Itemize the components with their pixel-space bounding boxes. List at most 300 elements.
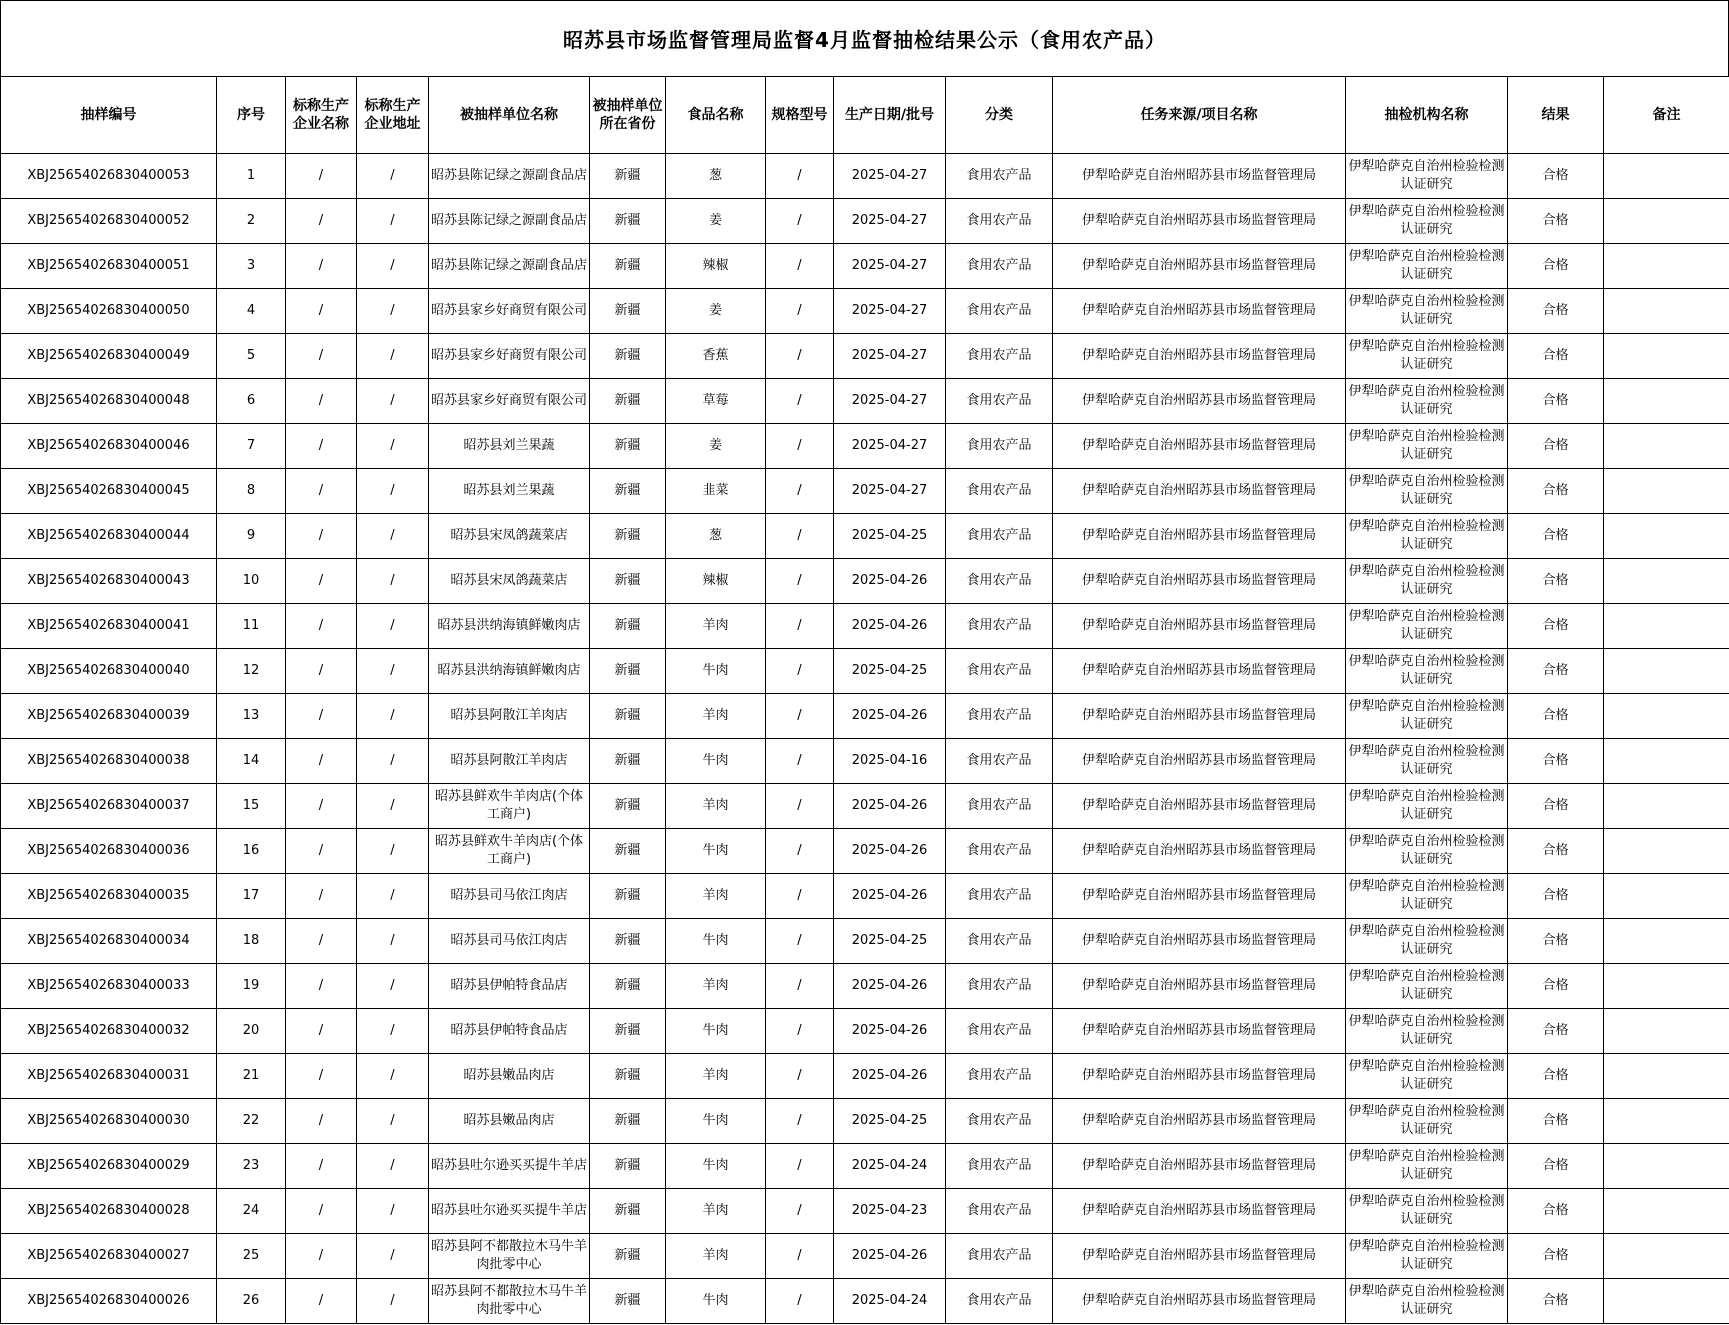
cell-spec[interactable]: /: [766, 1234, 834, 1279]
cell-task[interactable]: 伊犁哈萨克自治州昭苏县市场监督管理局: [1053, 559, 1346, 604]
cell-date[interactable]: 2025-04-23: [834, 1189, 946, 1234]
cell-food-name[interactable]: 香蕉: [666, 334, 766, 379]
cell-note[interactable]: [1604, 829, 1729, 874]
cell-task[interactable]: 伊犁哈萨克自治州昭苏县市场监督管理局: [1053, 334, 1346, 379]
cell-seq[interactable]: 22: [217, 1099, 286, 1144]
cell-agency[interactable]: 伊犁哈萨克自治州检验检测认证研究: [1346, 964, 1508, 1009]
cell-result[interactable]: 合格: [1508, 199, 1604, 244]
cell-unit-name[interactable]: 昭苏县伊帕特食品店: [429, 1009, 590, 1054]
cell-province[interactable]: 新疆: [590, 289, 666, 334]
cell-category[interactable]: 食用农产品: [946, 289, 1053, 334]
cell-result[interactable]: 合格: [1508, 1234, 1604, 1279]
cell-task[interactable]: 伊犁哈萨克自治州昭苏县市场监督管理局: [1053, 1099, 1346, 1144]
cell-category[interactable]: 食用农产品: [946, 1234, 1053, 1279]
cell-agency[interactable]: 伊犁哈萨克自治州检验检测认证研究: [1346, 154, 1508, 199]
cell-note[interactable]: [1604, 739, 1729, 784]
cell-food-name[interactable]: 辣椒: [666, 559, 766, 604]
cell-spec[interactable]: /: [766, 649, 834, 694]
cell-sample-no[interactable]: XBJ25654026830400038: [1, 739, 217, 784]
cell-agency[interactable]: 伊犁哈萨克自治州检验检测认证研究: [1346, 244, 1508, 289]
cell-date[interactable]: 2025-04-26: [834, 604, 946, 649]
cell-mfr-name[interactable]: /: [286, 334, 357, 379]
cell-task[interactable]: 伊犁哈萨克自治州昭苏县市场监督管理局: [1053, 829, 1346, 874]
cell-mfr-addr[interactable]: /: [357, 559, 429, 604]
cell-category[interactable]: 食用农产品: [946, 424, 1053, 469]
cell-date[interactable]: 2025-04-25: [834, 1099, 946, 1144]
cell-agency[interactable]: 伊犁哈萨克自治州检验检测认证研究: [1346, 604, 1508, 649]
cell-province[interactable]: 新疆: [590, 514, 666, 559]
cell-agency[interactable]: 伊犁哈萨克自治州检验检测认证研究: [1346, 1009, 1508, 1054]
cell-category[interactable]: 食用农产品: [946, 379, 1053, 424]
cell-mfr-addr[interactable]: /: [357, 604, 429, 649]
cell-spec[interactable]: /: [766, 334, 834, 379]
cell-note[interactable]: [1604, 1189, 1729, 1234]
cell-seq[interactable]: 13: [217, 694, 286, 739]
cell-category[interactable]: 食用农产品: [946, 334, 1053, 379]
cell-date[interactable]: 2025-04-24: [834, 1279, 946, 1324]
cell-province[interactable]: 新疆: [590, 829, 666, 874]
cell-seq[interactable]: 17: [217, 874, 286, 919]
cell-category[interactable]: 食用农产品: [946, 1099, 1053, 1144]
cell-seq[interactable]: 1: [217, 154, 286, 199]
cell-province[interactable]: 新疆: [590, 379, 666, 424]
cell-spec[interactable]: /: [766, 559, 834, 604]
cell-mfr-addr[interactable]: /: [357, 649, 429, 694]
cell-note[interactable]: [1604, 559, 1729, 604]
cell-sample-no[interactable]: XBJ25654026830400051: [1, 244, 217, 289]
cell-date[interactable]: 2025-04-26: [834, 1054, 946, 1099]
cell-mfr-addr[interactable]: /: [357, 829, 429, 874]
cell-food-name[interactable]: 姜: [666, 424, 766, 469]
cell-mfr-name[interactable]: /: [286, 244, 357, 289]
cell-unit-name[interactable]: 昭苏县家乡好商贸有限公司: [429, 289, 590, 334]
cell-mfr-addr[interactable]: /: [357, 469, 429, 514]
cell-category[interactable]: 食用农产品: [946, 1279, 1053, 1324]
cell-unit-name[interactable]: 昭苏县阿散江羊肉店: [429, 694, 590, 739]
cell-note[interactable]: [1604, 1234, 1729, 1279]
cell-agency[interactable]: 伊犁哈萨克自治州检验检测认证研究: [1346, 829, 1508, 874]
cell-food-name[interactable]: 牛肉: [666, 919, 766, 964]
cell-date[interactable]: 2025-04-26: [834, 559, 946, 604]
cell-result[interactable]: 合格: [1508, 1279, 1604, 1324]
cell-mfr-name[interactable]: /: [286, 154, 357, 199]
cell-task[interactable]: 伊犁哈萨克自治州昭苏县市场监督管理局: [1053, 1234, 1346, 1279]
cell-result[interactable]: 合格: [1508, 1189, 1604, 1234]
cell-mfr-name[interactable]: /: [286, 1099, 357, 1144]
cell-unit-name[interactable]: 昭苏县陈记绿之源副食品店: [429, 199, 590, 244]
cell-province[interactable]: 新疆: [590, 1009, 666, 1054]
cell-unit-name[interactable]: 昭苏县家乡好商贸有限公司: [429, 334, 590, 379]
cell-food-name[interactable]: 牛肉: [666, 649, 766, 694]
cell-province[interactable]: 新疆: [590, 1234, 666, 1279]
cell-unit-name[interactable]: 昭苏县伊帕特食品店: [429, 964, 590, 1009]
cell-food-name[interactable]: 葱: [666, 154, 766, 199]
cell-food-name[interactable]: 牛肉: [666, 1279, 766, 1324]
cell-note[interactable]: [1604, 874, 1729, 919]
cell-mfr-name[interactable]: /: [286, 199, 357, 244]
cell-agency[interactable]: 伊犁哈萨克自治州检验检测认证研究: [1346, 289, 1508, 334]
cell-seq[interactable]: 24: [217, 1189, 286, 1234]
cell-task[interactable]: 伊犁哈萨克自治州昭苏县市场监督管理局: [1053, 1144, 1346, 1189]
cell-spec[interactable]: /: [766, 874, 834, 919]
cell-sample-no[interactable]: XBJ25654026830400026: [1, 1279, 217, 1324]
cell-task[interactable]: 伊犁哈萨克自治州昭苏县市场监督管理局: [1053, 1009, 1346, 1054]
cell-unit-name[interactable]: 昭苏县鲜欢牛羊肉店(个体工商户): [429, 784, 590, 829]
cell-seq[interactable]: 3: [217, 244, 286, 289]
cell-agency[interactable]: 伊犁哈萨克自治州检验检测认证研究: [1346, 649, 1508, 694]
cell-unit-name[interactable]: 昭苏县司马依江肉店: [429, 874, 590, 919]
cell-mfr-name[interactable]: /: [286, 1009, 357, 1054]
cell-category[interactable]: 食用农产品: [946, 604, 1053, 649]
cell-result[interactable]: 合格: [1508, 604, 1604, 649]
cell-province[interactable]: 新疆: [590, 1144, 666, 1189]
cell-task[interactable]: 伊犁哈萨克自治州昭苏县市场监督管理局: [1053, 1189, 1346, 1234]
cell-food-name[interactable]: 羊肉: [666, 964, 766, 1009]
cell-unit-name[interactable]: 昭苏县洪纳海镇鲜嫩肉店: [429, 604, 590, 649]
cell-spec[interactable]: /: [766, 379, 834, 424]
cell-seq[interactable]: 26: [217, 1279, 286, 1324]
cell-task[interactable]: 伊犁哈萨克自治州昭苏县市场监督管理局: [1053, 424, 1346, 469]
cell-task[interactable]: 伊犁哈萨克自治州昭苏县市场监督管理局: [1053, 514, 1346, 559]
cell-category[interactable]: 食用农产品: [946, 244, 1053, 289]
cell-mfr-name[interactable]: /: [286, 469, 357, 514]
cell-spec[interactable]: /: [766, 469, 834, 514]
cell-sample-no[interactable]: XBJ25654026830400044: [1, 514, 217, 559]
header-mfr-addr[interactable]: 标称生产企业地址: [357, 77, 429, 154]
header-sample-no[interactable]: 抽样编号: [1, 77, 217, 154]
cell-mfr-addr[interactable]: /: [357, 199, 429, 244]
cell-result[interactable]: 合格: [1508, 379, 1604, 424]
header-food-name[interactable]: 食品名称: [666, 77, 766, 154]
cell-spec[interactable]: /: [766, 694, 834, 739]
cell-mfr-name[interactable]: /: [286, 919, 357, 964]
cell-sample-no[interactable]: XBJ25654026830400049: [1, 334, 217, 379]
cell-seq[interactable]: 2: [217, 199, 286, 244]
cell-category[interactable]: 食用农产品: [946, 784, 1053, 829]
cell-note[interactable]: [1604, 199, 1729, 244]
cell-sample-no[interactable]: XBJ25654026830400048: [1, 379, 217, 424]
cell-province[interactable]: 新疆: [590, 1279, 666, 1324]
cell-mfr-addr[interactable]: /: [357, 334, 429, 379]
header-spec[interactable]: 规格型号: [766, 77, 834, 154]
cell-sample-no[interactable]: XBJ25654026830400037: [1, 784, 217, 829]
cell-spec[interactable]: /: [766, 199, 834, 244]
cell-mfr-name[interactable]: /: [286, 874, 357, 919]
cell-unit-name[interactable]: 昭苏县嫩品肉店: [429, 1054, 590, 1099]
cell-food-name[interactable]: 牛肉: [666, 829, 766, 874]
cell-seq[interactable]: 5: [217, 334, 286, 379]
cell-mfr-name[interactable]: /: [286, 424, 357, 469]
cell-note[interactable]: [1604, 154, 1729, 199]
cell-category[interactable]: 食用农产品: [946, 469, 1053, 514]
cell-food-name[interactable]: 羊肉: [666, 694, 766, 739]
cell-category[interactable]: 食用农产品: [946, 919, 1053, 964]
cell-date[interactable]: 2025-04-27: [834, 334, 946, 379]
cell-result[interactable]: 合格: [1508, 334, 1604, 379]
cell-date[interactable]: 2025-04-16: [834, 739, 946, 784]
cell-note[interactable]: [1604, 244, 1729, 289]
cell-mfr-name[interactable]: /: [286, 829, 357, 874]
cell-category[interactable]: 食用农产品: [946, 199, 1053, 244]
cell-spec[interactable]: /: [766, 1144, 834, 1189]
cell-sample-no[interactable]: XBJ25654026830400035: [1, 874, 217, 919]
cell-task[interactable]: 伊犁哈萨克自治州昭苏县市场监督管理局: [1053, 244, 1346, 289]
cell-mfr-addr[interactable]: /: [357, 739, 429, 784]
cell-note[interactable]: [1604, 469, 1729, 514]
cell-unit-name[interactable]: 昭苏县刘兰果蔬: [429, 469, 590, 514]
cell-result[interactable]: 合格: [1508, 919, 1604, 964]
cell-unit-name[interactable]: 昭苏县嫩品肉店: [429, 1099, 590, 1144]
cell-province[interactable]: 新疆: [590, 964, 666, 1009]
cell-seq[interactable]: 10: [217, 559, 286, 604]
cell-note[interactable]: [1604, 1009, 1729, 1054]
cell-food-name[interactable]: 牛肉: [666, 1099, 766, 1144]
cell-note[interactable]: [1604, 1099, 1729, 1144]
cell-result[interactable]: 合格: [1508, 874, 1604, 919]
cell-result[interactable]: 合格: [1508, 154, 1604, 199]
cell-mfr-addr[interactable]: /: [357, 1279, 429, 1324]
cell-sample-no[interactable]: XBJ25654026830400053: [1, 154, 217, 199]
cell-note[interactable]: [1604, 334, 1729, 379]
cell-mfr-addr[interactable]: /: [357, 1054, 429, 1099]
cell-task[interactable]: 伊犁哈萨克自治州昭苏县市场监督管理局: [1053, 694, 1346, 739]
cell-category[interactable]: 食用农产品: [946, 559, 1053, 604]
cell-food-name[interactable]: 羊肉: [666, 604, 766, 649]
cell-date[interactable]: 2025-04-27: [834, 469, 946, 514]
header-result[interactable]: 结果: [1508, 77, 1604, 154]
cell-spec[interactable]: /: [766, 1189, 834, 1234]
cell-mfr-addr[interactable]: /: [357, 379, 429, 424]
cell-province[interactable]: 新疆: [590, 469, 666, 514]
cell-unit-name[interactable]: 昭苏县吐尔逊买买提牛羊店: [429, 1144, 590, 1189]
cell-mfr-name[interactable]: /: [286, 559, 357, 604]
cell-mfr-name[interactable]: /: [286, 649, 357, 694]
cell-mfr-name[interactable]: /: [286, 379, 357, 424]
cell-mfr-addr[interactable]: /: [357, 919, 429, 964]
cell-province[interactable]: 新疆: [590, 424, 666, 469]
cell-seq[interactable]: 4: [217, 289, 286, 334]
cell-note[interactable]: [1604, 289, 1729, 334]
cell-mfr-addr[interactable]: /: [357, 784, 429, 829]
cell-note[interactable]: [1604, 1279, 1729, 1324]
cell-mfr-addr[interactable]: /: [357, 244, 429, 289]
cell-agency[interactable]: 伊犁哈萨克自治州检验检测认证研究: [1346, 379, 1508, 424]
cell-sample-no[interactable]: XBJ25654026830400034: [1, 919, 217, 964]
cell-province[interactable]: 新疆: [590, 559, 666, 604]
cell-unit-name[interactable]: 昭苏县宋凤鸽蔬菜店: [429, 559, 590, 604]
cell-note[interactable]: [1604, 1144, 1729, 1189]
header-agency[interactable]: 抽检机构名称: [1346, 77, 1508, 154]
cell-sample-no[interactable]: XBJ25654026830400041: [1, 604, 217, 649]
cell-spec[interactable]: /: [766, 289, 834, 334]
cell-date[interactable]: 2025-04-27: [834, 199, 946, 244]
cell-result[interactable]: 合格: [1508, 244, 1604, 289]
header-mfr-name[interactable]: 标称生产企业名称: [286, 77, 357, 154]
cell-agency[interactable]: 伊犁哈萨克自治州检验检测认证研究: [1346, 469, 1508, 514]
cell-sample-no[interactable]: XBJ25654026830400050: [1, 289, 217, 334]
header-task[interactable]: 任务来源/项目名称: [1053, 77, 1346, 154]
cell-sample-no[interactable]: XBJ25654026830400027: [1, 1234, 217, 1279]
cell-category[interactable]: 食用农产品: [946, 154, 1053, 199]
cell-province[interactable]: 新疆: [590, 649, 666, 694]
cell-food-name[interactable]: 草莓: [666, 379, 766, 424]
cell-mfr-name[interactable]: /: [286, 784, 357, 829]
cell-result[interactable]: 合格: [1508, 424, 1604, 469]
cell-spec[interactable]: /: [766, 829, 834, 874]
cell-spec[interactable]: /: [766, 739, 834, 784]
cell-category[interactable]: 食用农产品: [946, 514, 1053, 559]
cell-unit-name[interactable]: 昭苏县阿不都散拉木马牛羊肉批零中心: [429, 1234, 590, 1279]
cell-province[interactable]: 新疆: [590, 919, 666, 964]
cell-food-name[interactable]: 葱: [666, 514, 766, 559]
cell-task[interactable]: 伊犁哈萨克自治州昭苏县市场监督管理局: [1053, 784, 1346, 829]
cell-unit-name[interactable]: 昭苏县家乡好商贸有限公司: [429, 379, 590, 424]
cell-mfr-addr[interactable]: /: [357, 1144, 429, 1189]
cell-task[interactable]: 伊犁哈萨克自治州昭苏县市场监督管理局: [1053, 874, 1346, 919]
cell-result[interactable]: 合格: [1508, 1144, 1604, 1189]
cell-date[interactable]: 2025-04-27: [834, 244, 946, 289]
cell-agency[interactable]: 伊犁哈萨克自治州检验检测认证研究: [1346, 874, 1508, 919]
cell-province[interactable]: 新疆: [590, 739, 666, 784]
cell-spec[interactable]: /: [766, 1054, 834, 1099]
cell-sample-no[interactable]: XBJ25654026830400045: [1, 469, 217, 514]
cell-task[interactable]: 伊犁哈萨克自治州昭苏县市场监督管理局: [1053, 1054, 1346, 1099]
cell-date[interactable]: 2025-04-25: [834, 919, 946, 964]
cell-task[interactable]: 伊犁哈萨克自治州昭苏县市场监督管理局: [1053, 919, 1346, 964]
cell-category[interactable]: 食用农产品: [946, 1054, 1053, 1099]
cell-unit-name[interactable]: 昭苏县洪纳海镇鲜嫩肉店: [429, 649, 590, 694]
cell-sample-no[interactable]: XBJ25654026830400043: [1, 559, 217, 604]
cell-mfr-name[interactable]: /: [286, 514, 357, 559]
cell-province[interactable]: 新疆: [590, 694, 666, 739]
cell-task[interactable]: 伊犁哈萨克自治州昭苏县市场监督管理局: [1053, 604, 1346, 649]
cell-unit-name[interactable]: 昭苏县阿不都散拉木马牛羊肉批零中心: [429, 1279, 590, 1324]
cell-sample-no[interactable]: XBJ25654026830400030: [1, 1099, 217, 1144]
cell-spec[interactable]: /: [766, 964, 834, 1009]
cell-unit-name[interactable]: 昭苏县鲜欢牛羊肉店(个体工商户): [429, 829, 590, 874]
header-province[interactable]: 被抽样单位所在省份: [590, 77, 666, 154]
cell-mfr-addr[interactable]: /: [357, 694, 429, 739]
cell-food-name[interactable]: 牛肉: [666, 739, 766, 784]
cell-result[interactable]: 合格: [1508, 1099, 1604, 1144]
cell-result[interactable]: 合格: [1508, 964, 1604, 1009]
cell-result[interactable]: 合格: [1508, 559, 1604, 604]
cell-mfr-name[interactable]: /: [286, 1054, 357, 1099]
cell-province[interactable]: 新疆: [590, 1099, 666, 1144]
cell-province[interactable]: 新疆: [590, 199, 666, 244]
cell-category[interactable]: 食用农产品: [946, 1189, 1053, 1234]
cell-mfr-addr[interactable]: /: [357, 1189, 429, 1234]
cell-seq[interactable]: 20: [217, 1009, 286, 1054]
cell-mfr-addr[interactable]: /: [357, 1099, 429, 1144]
cell-date[interactable]: 2025-04-26: [834, 1009, 946, 1054]
cell-spec[interactable]: /: [766, 784, 834, 829]
cell-seq[interactable]: 15: [217, 784, 286, 829]
cell-sample-no[interactable]: XBJ25654026830400040: [1, 649, 217, 694]
cell-province[interactable]: 新疆: [590, 874, 666, 919]
cell-category[interactable]: 食用农产品: [946, 1144, 1053, 1189]
cell-spec[interactable]: /: [766, 1099, 834, 1144]
cell-seq[interactable]: 21: [217, 1054, 286, 1099]
cell-mfr-name[interactable]: /: [286, 289, 357, 334]
cell-result[interactable]: 合格: [1508, 739, 1604, 784]
cell-seq[interactable]: 16: [217, 829, 286, 874]
cell-seq[interactable]: 19: [217, 964, 286, 1009]
cell-unit-name[interactable]: 昭苏县阿散江羊肉店: [429, 739, 590, 784]
cell-result[interactable]: 合格: [1508, 1054, 1604, 1099]
cell-food-name[interactable]: 羊肉: [666, 874, 766, 919]
cell-date[interactable]: 2025-04-27: [834, 379, 946, 424]
cell-mfr-name[interactable]: /: [286, 1189, 357, 1234]
cell-category[interactable]: 食用农产品: [946, 739, 1053, 784]
cell-food-name[interactable]: 羊肉: [666, 784, 766, 829]
cell-task[interactable]: 伊犁哈萨克自治州昭苏县市场监督管理局: [1053, 199, 1346, 244]
cell-sample-no[interactable]: XBJ25654026830400039: [1, 694, 217, 739]
cell-sample-no[interactable]: XBJ25654026830400031: [1, 1054, 217, 1099]
cell-date[interactable]: 2025-04-26: [834, 1234, 946, 1279]
cell-result[interactable]: 合格: [1508, 829, 1604, 874]
cell-seq[interactable]: 6: [217, 379, 286, 424]
cell-task[interactable]: 伊犁哈萨克自治州昭苏县市场监督管理局: [1053, 289, 1346, 334]
cell-spec[interactable]: /: [766, 514, 834, 559]
cell-date[interactable]: 2025-04-26: [834, 964, 946, 1009]
cell-result[interactable]: 合格: [1508, 649, 1604, 694]
cell-spec[interactable]: /: [766, 424, 834, 469]
cell-task[interactable]: 伊犁哈萨克自治州昭苏县市场监督管理局: [1053, 469, 1346, 514]
cell-food-name[interactable]: 辣椒: [666, 244, 766, 289]
cell-unit-name[interactable]: 昭苏县宋凤鸽蔬菜店: [429, 514, 590, 559]
cell-sample-no[interactable]: XBJ25654026830400036: [1, 829, 217, 874]
cell-task[interactable]: 伊犁哈萨克自治州昭苏县市场监督管理局: [1053, 154, 1346, 199]
cell-province[interactable]: 新疆: [590, 784, 666, 829]
cell-sample-no[interactable]: XBJ25654026830400032: [1, 1009, 217, 1054]
cell-note[interactable]: [1604, 424, 1729, 469]
cell-category[interactable]: 食用农产品: [946, 1009, 1053, 1054]
cell-seq[interactable]: 18: [217, 919, 286, 964]
cell-mfr-name[interactable]: /: [286, 604, 357, 649]
cell-note[interactable]: [1604, 604, 1729, 649]
header-note[interactable]: 备注: [1604, 77, 1729, 154]
cell-mfr-name[interactable]: /: [286, 694, 357, 739]
cell-task[interactable]: 伊犁哈萨克自治州昭苏县市场监督管理局: [1053, 739, 1346, 784]
cell-seq[interactable]: 7: [217, 424, 286, 469]
cell-date[interactable]: 2025-04-26: [834, 784, 946, 829]
cell-agency[interactable]: 伊犁哈萨克自治州检验检测认证研究: [1346, 1144, 1508, 1189]
cell-agency[interactable]: 伊犁哈萨克自治州检验检测认证研究: [1346, 199, 1508, 244]
cell-mfr-name[interactable]: /: [286, 964, 357, 1009]
cell-spec[interactable]: /: [766, 1279, 834, 1324]
cell-note[interactable]: [1604, 919, 1729, 964]
cell-mfr-name[interactable]: /: [286, 1144, 357, 1189]
cell-province[interactable]: 新疆: [590, 334, 666, 379]
cell-result[interactable]: 合格: [1508, 694, 1604, 739]
cell-mfr-addr[interactable]: /: [357, 1234, 429, 1279]
cell-province[interactable]: 新疆: [590, 1054, 666, 1099]
cell-sample-no[interactable]: XBJ25654026830400028: [1, 1189, 217, 1234]
cell-sample-no[interactable]: XBJ25654026830400046: [1, 424, 217, 469]
cell-food-name[interactable]: 韭菜: [666, 469, 766, 514]
cell-food-name[interactable]: 牛肉: [666, 1009, 766, 1054]
cell-mfr-addr[interactable]: /: [357, 424, 429, 469]
cell-note[interactable]: [1604, 1054, 1729, 1099]
cell-food-name[interactable]: 羊肉: [666, 1054, 766, 1099]
cell-mfr-addr[interactable]: /: [357, 514, 429, 559]
cell-category[interactable]: 食用农产品: [946, 694, 1053, 739]
cell-spec[interactable]: /: [766, 919, 834, 964]
cell-mfr-addr[interactable]: /: [357, 964, 429, 1009]
header-unit-name[interactable]: 被抽样单位名称: [429, 77, 590, 154]
cell-spec[interactable]: /: [766, 244, 834, 289]
